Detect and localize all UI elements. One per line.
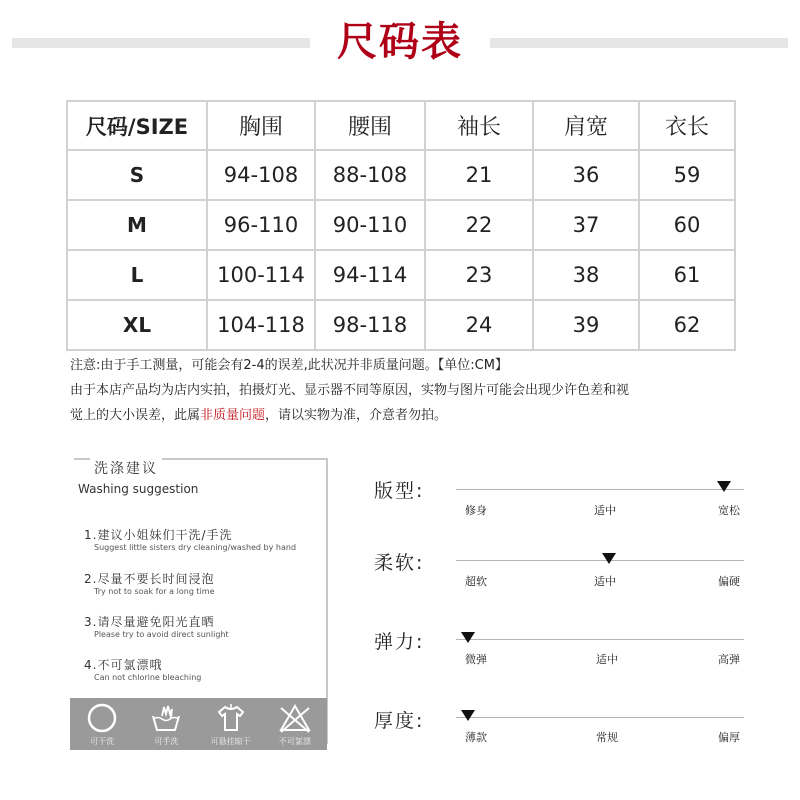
length-cell: 62 bbox=[639, 300, 735, 350]
chest-cell: 100-114 bbox=[207, 250, 315, 300]
wash-item-2: 2.尽量不要长时间浸泡 bbox=[84, 572, 215, 586]
table-row bbox=[67, 200, 735, 250]
scale-tick-high: 偏硬 bbox=[718, 575, 740, 588]
note-line-3-end: ，请以实物为准，介意者勿拍。 bbox=[265, 408, 448, 423]
care-hang-dry bbox=[203, 698, 259, 750]
scale-track bbox=[456, 560, 744, 561]
waist-cell: 88-108 bbox=[315, 150, 425, 200]
scale-tick-mid: 常规 bbox=[596, 731, 618, 744]
page-title: 尺码表 bbox=[337, 19, 463, 65]
scale-marker bbox=[461, 710, 475, 721]
wash-item-1-en: Suggest little sisters dry cleaning/washed by hand bbox=[94, 543, 297, 552]
dry-clean-circle-icon bbox=[86, 702, 118, 734]
care-label: 可手洗 bbox=[154, 737, 179, 746]
note-line-3 bbox=[70, 408, 447, 424]
note-line-1: 注意:由于手工测量，可能会有2-4的误差,此状况并非质量问题。【单位:CM】 bbox=[70, 358, 508, 373]
no-bleach-triangle-icon bbox=[279, 702, 311, 734]
scale-track bbox=[456, 639, 744, 640]
header-chest: 胸围 bbox=[207, 101, 315, 150]
scale-track bbox=[456, 489, 744, 490]
table-row bbox=[67, 150, 735, 200]
sleeve-cell: 23 bbox=[425, 250, 533, 300]
waist-cell: 90-110 bbox=[315, 200, 425, 250]
table-row bbox=[67, 300, 735, 350]
care-icon-strip bbox=[70, 698, 327, 750]
length-cell: 60 bbox=[639, 200, 735, 250]
length-cell: 61 bbox=[639, 250, 735, 300]
scale-tick-low: 超软 bbox=[465, 575, 487, 588]
waist-cell: 94-114 bbox=[315, 250, 425, 300]
scale-marker bbox=[461, 632, 475, 643]
wash-item-2-en: Try not to soak for a long time bbox=[94, 587, 215, 596]
scale-tick-low: 薄款 bbox=[465, 731, 487, 744]
size-table bbox=[66, 100, 736, 351]
care-label: 可悬挂晾干 bbox=[210, 737, 251, 746]
sleeve-cell: 22 bbox=[425, 200, 533, 250]
sleeve-cell: 21 bbox=[425, 150, 533, 200]
care-label: 可干洗 bbox=[90, 737, 115, 746]
chest-cell: 104-118 bbox=[207, 300, 315, 350]
wash-item-1: 1.建议小姐妹们干洗/手洗 bbox=[84, 528, 233, 542]
scale-tick-high: 偏厚 bbox=[718, 731, 740, 744]
chest-cell: 94-108 bbox=[207, 150, 315, 200]
table-row bbox=[67, 250, 735, 300]
care-dry-clean bbox=[74, 698, 130, 750]
scale-tick-low: 微弹 bbox=[465, 653, 487, 666]
shoulder-cell: 38 bbox=[533, 250, 639, 300]
shoulder-cell: 37 bbox=[533, 200, 639, 250]
scale-tick-mid: 适中 bbox=[594, 504, 616, 517]
scale-tick-high: 高弹 bbox=[718, 653, 740, 666]
scale-tick-low: 修身 bbox=[465, 504, 487, 517]
waist-cell: 98-118 bbox=[315, 300, 425, 350]
header-waist: 腰围 bbox=[315, 101, 425, 150]
wash-item-3-en: Please try to avoid direct sunlight bbox=[94, 630, 229, 639]
scale-label: 弹力: bbox=[374, 631, 425, 653]
size-table-header-row bbox=[67, 101, 735, 150]
shoulder-cell: 36 bbox=[533, 150, 639, 200]
scale-track bbox=[456, 717, 744, 718]
care-no-bleach bbox=[267, 698, 323, 750]
header-sleeve: 袖长 bbox=[425, 101, 533, 150]
sleeve-cell: 24 bbox=[425, 300, 533, 350]
length-cell: 59 bbox=[639, 150, 735, 200]
shoulder-cell: 39 bbox=[533, 300, 639, 350]
scale-label: 版型: bbox=[374, 480, 425, 502]
scale-label: 厚度: bbox=[374, 710, 425, 732]
note-line-2: 由于本店产品均为店内实拍，拍摄灯光、显示器不同等原因，实物与图片可能会出现少许色差和视 bbox=[70, 383, 630, 398]
scale-tick-mid: 适中 bbox=[594, 575, 616, 588]
size-cell: S bbox=[67, 150, 207, 200]
note-line-3-start: 觉上的大小误差，此属 bbox=[70, 408, 201, 423]
scale-tick-mid: 适中 bbox=[596, 653, 618, 666]
scale-label: 柔软: bbox=[374, 552, 425, 574]
wash-title: 洗涤建议 bbox=[90, 458, 162, 478]
scale-tick-high: 宽松 bbox=[718, 504, 740, 517]
size-cell: XL bbox=[67, 300, 207, 350]
care-label: 不可氯漂 bbox=[278, 737, 311, 746]
hand-wash-tub-icon bbox=[150, 702, 182, 734]
note-highlight: 非质量问题 bbox=[200, 408, 266, 423]
scale-marker bbox=[602, 553, 616, 564]
size-cell: L bbox=[67, 250, 207, 300]
header-shoulder: 肩宽 bbox=[533, 101, 639, 150]
chest-cell: 96-110 bbox=[207, 200, 315, 250]
wash-subtitle: Washing suggestion bbox=[78, 482, 199, 496]
wash-item-3: 3.请尽量避免阳光直晒 bbox=[84, 615, 215, 629]
header-size: 尺码/SIZE bbox=[67, 101, 207, 150]
hang-dry-shirt-icon bbox=[215, 702, 247, 734]
care-hand-wash bbox=[138, 698, 194, 750]
header-length: 衣长 bbox=[639, 101, 735, 150]
scale-marker bbox=[717, 481, 731, 492]
wash-item-4: 4.不可氯漂哦 bbox=[84, 658, 163, 672]
wash-item-4-en: Can not chlorine bleaching bbox=[94, 673, 202, 682]
size-cell: M bbox=[67, 200, 207, 250]
